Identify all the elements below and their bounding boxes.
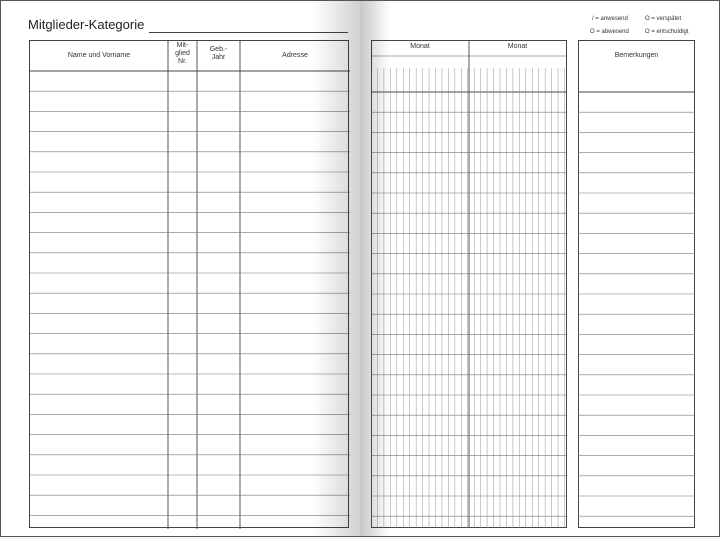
page-title: Mitglieder-Kategorie — [28, 17, 145, 32]
attendance-table-grid — [371, 40, 695, 528]
column-header-name: Name und Vorname — [67, 52, 131, 59]
legend-late: O = verspätet — [645, 16, 682, 22]
title-underline — [149, 32, 348, 33]
column-header-address: Adresse — [282, 52, 308, 59]
remarks-header: Bemerkungen — [614, 52, 659, 59]
member-table-grid — [30, 41, 350, 529]
month-header-1: Monat — [410, 43, 430, 50]
legend-present: / = anwesend — [592, 16, 628, 22]
attendance-table — [371, 40, 695, 528]
legend-excused: O = entschuldigt — [645, 29, 689, 35]
left-page — [0, 0, 360, 537]
right-page — [360, 0, 720, 537]
legend-absent: O = abwesend — [590, 29, 629, 35]
column-header-member-number: Mit- glied Nr. — [175, 42, 190, 65]
month-header-2: Monat — [507, 43, 528, 50]
column-header-birth-year: Geb.- Jahr — [209, 46, 228, 61]
remarks-column-frame — [579, 41, 695, 528]
member-table — [29, 40, 349, 528]
